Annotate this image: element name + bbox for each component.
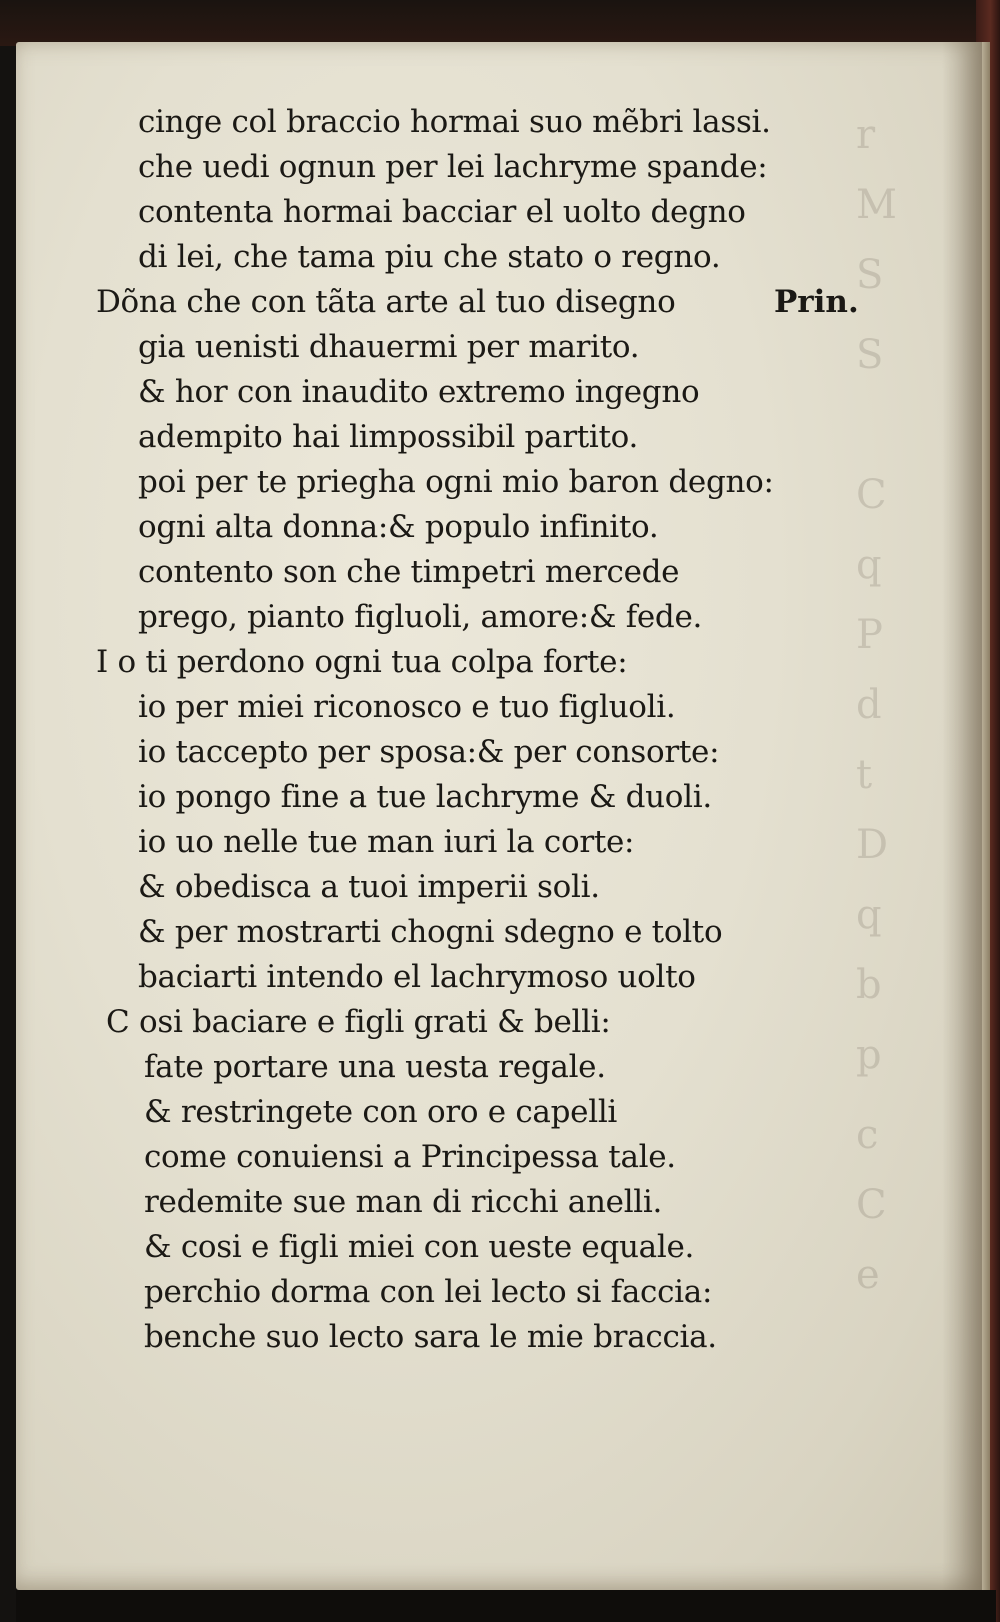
verse-line-21: C osi baciare e figli grati & belli: [106,1004,611,1040]
verse-line-24: come conuiensi a Principessa tale. [144,1139,676,1175]
verse-line-17: io uo nelle tue man iuri la corte: [138,824,635,860]
verse-line-13: I o ti perdono ogni tua colpa forte: [96,644,628,680]
verse-line-4: di lei, che tama piu che stato o regno. [138,239,721,275]
verse-line-7: & hor con inaudito extremo ingegno [138,374,700,410]
verse-line-2: che uedi ognun per lei lachryme spande: [138,149,768,185]
verse-line-20: baciarti intendo el lachrymoso uolto [138,959,696,995]
page-fore-edge [982,42,990,1590]
verse-line-22: fate portare una uesta regale. [144,1049,606,1085]
verse-line-18: & obedisca a tuoi imperii soli. [138,869,600,905]
verse-line-26: & cosi e figli miei con ueste equale. [144,1229,695,1265]
verse-line-28: benche suo lecto sara le mie braccia. [144,1319,717,1355]
verse-line-3: contenta hormai bacciar el uolto degno [138,194,746,230]
verse-line-12: prego, pianto figluoli, amore:& fede. [138,599,703,635]
speaker-label: Prin. [774,284,859,320]
verse-line-19: & per mostrarti chogni sdegno e tolto [138,914,723,950]
verse-line-1: cinge col braccio hormai suo mẽbri lassi. [138,104,771,140]
verse-line-15: io taccepto per sposa:& per consorte: [138,734,720,770]
verse-line-25: redemite sue man di ricchi anelli. [144,1184,663,1220]
verse-line-10: ogni alta donna:& populo infinito. [138,509,659,545]
verse-line-27: perchio dorma con lei lecto si faccia: [144,1274,713,1310]
verse-line-8: adempito hai limpossibil partito. [138,419,639,455]
verse-line-16: io pongo fine a tue lachryme & duoli. [138,779,712,815]
verse-line-14: io per miei riconosco e tuo figluoli. [138,689,676,725]
verse-line-11: contento son che timpetri mercede [138,554,680,590]
verse-line-9: poi per te priegha ogni mio baron degno: [138,464,774,500]
binding-top-edge [0,0,1000,46]
facing-page-showthrough: r M S S C q P d t D q b p c C e [856,112,897,1298]
book-page [16,42,982,1590]
verse-line-23: & restringete con oro e capelli [144,1094,618,1130]
poem-text-block [16,42,982,1590]
verse-line-6: gia uenisti dhauermi per marito. [138,329,640,365]
verse-line-5: Dõna che con tãta arte al tuo disegno [96,284,676,320]
bottom-shadow [16,1590,996,1622]
